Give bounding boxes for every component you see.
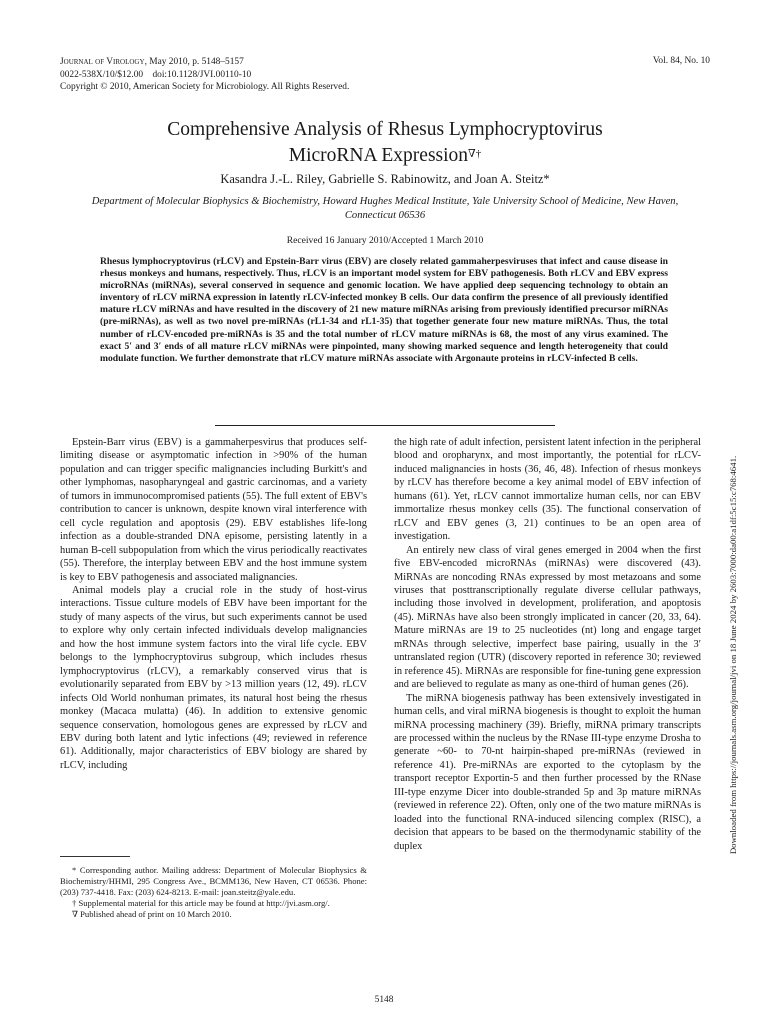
paragraph: Epstein-Barr virus (EBV) is a gammaherpesvirus that produces self-limiting disease or asymptomatic infection in >90% of the human population and can trigger specific malignancies including Burkitt's and other lymphomas, nasopharyngeal and gastric carcinomas, and a variety of tumors in immunocompromised patients (55). The full extent of EBV's contribution to cancer is unknown, despite known viral interference with cell cycle regulation and apoptosis (29). EBV establishes life-long infection as a double-stranded DNA episome, persisting latently in a human B-cell subpopulation from which the virus periodically reactivates (55). Therefore, the interplay between EBV and the host immune system is key to EBV pathogenesis and associated malignancies.: [60, 437, 367, 583]
title-marks: ∇†: [468, 148, 482, 160]
footnote-published-ahead: ∇ Published ahead of print on 10 March 2010.: [72, 909, 232, 919]
footnotes: [60, 865, 367, 920]
body-column-right: [394, 436, 701, 853]
footnote-corresponding-author: * Corresponding author. Mailing address: Department of Molecular Biophysics & Biochemistry/HHMI, 295 Congress Ave., BCMM136, New Haven, CT 06536. Phone: (203) 737-4418. Fax: (203) 624-8213. E-mail: joan.steitz@yale.edu.: [60, 865, 367, 897]
paragraph: the high rate of adult infection, persistent latent infection in the peripheral blood and oropharynx, and most importantly, the potential for rLCV-induced malignancies in hosts (36, 46, 48). Infection of rhesus monkeys by rLCV has therefore become a key animal model of EBV infection of humans (61). Yet, rLCV cannot immortalize human cells, nor can EBV immortalize rhesus monkey cells (35). The functional conservation of rLCV and EBV genes (3, 21) continues to be an open area of investigation.: [394, 437, 701, 543]
issn-doi: 0022-538X/10/$12.00 doi:10.1128/JVI.00110-10: [60, 69, 252, 80]
title-line-1: Comprehensive Analysis of Rhesus Lymphocryptovirus: [167, 119, 603, 140]
body-column-left: [60, 436, 367, 772]
journal-name: Journal of Virology: [60, 57, 145, 67]
abstract: Rhesus lymphocryptovirus (rLCV) and Epstein-Barr virus (EBV) are closely related gammaherpesviruses that infect and cause disease in rhesus monkeys and humans, respectively. Thus, rLCV is an important model system for EBV pathogenesis. Both rLCV and EBV express microRNAs (miRNAs), several conserved in sequence and genomic location. We have applied deep sequencing technology to obtain an inventory of rLCV miRNA expression in latently rLCV-infected monkey B cells. Our data confirm the presence of all previously identified mature rLCV miRNAs and have resulted in the discovery of 21 new mature miRNAs arising from previously identified precursor miRNAs (pre-miRNAs), as well as two novel pre-miRNAs (rL1-34 and rL1-35) that together generate four new mature miRNAs. Thus, the total number of rLCV-encoded pre-miRNAs is 35 and the total number of rLCV mature miRNAs is 68, the most of any virus examined. The exact 5′ and 3′ ends of all mature rLCV miRNAs were pinpointed, many showing marked sequence and length heterogeneity that could modulate function. We further demonstrate that rLCV mature miRNAs associate with Argonaute proteins in rLCV-infected B cells.: [100, 256, 668, 364]
page-number: 5148: [374, 995, 394, 1005]
paragraph: Animal models play a crucial role in the study of host-virus interactions. Tissue culture models of EBV have been important for the study of many aspects of the virus, but such experiments cannot be used to explore why only certain infected individuals develop malignancies and how the host immune system factors into the viral life cycle. EBV belongs to the lymphocryptovirus subgroup, which includes rhesus lymphocryptovirus (rLCV), a remarkably conserved virus that is evolutionarily separated from EBV by >13 million years (12, 49). rLCV infects Old World nonhuman primates, its natural host being the rhesus monkey (Macaca mulatta) (46). In addition to extensive genomic sequence conservation, homologous genes are expressed by rLCV and EBV during both latent and lytic infections (49; reviewed in reference 61). Additionally, major characteristics of EBV biology are shared by rLCV, including: [60, 584, 367, 771]
received-dates: Received 16 January 2010/Accepted 1 March 2010: [286, 235, 484, 246]
journal-header: [60, 56, 349, 94]
author-list: Kasandra J.-L. Riley, Gabrielle S. Rabinowitz, and Joan A. Steitz*: [220, 172, 550, 186]
affiliation: Department of Molecular Biophysics & Biochemistry, Howard Hughes Medical Institute, Yale University School of Medicine, New Haven, Connecticut 06536: [91, 196, 679, 221]
footnote-supplemental: † Supplemental material for this article may be found at http://jvi.asm.org/.: [72, 898, 330, 908]
download-watermark: Downloaded from https://journals.asm.org/journal/jvi on 18 June 2024 by 2603:7000:da00:a1df:5c15:c768:4641.: [728, 455, 738, 855]
title-line-2: MicroRNA Expression: [288, 145, 469, 166]
footnote-divider: [60, 856, 130, 857]
copyright: Copyright © 2010, American Society for Microbiology. All Rights Reserved.: [60, 82, 350, 92]
paragraph: An entirely new class of viral genes emerged in 2004 when the first five EBV-encoded microRNAs (miRNAs) were discovered (43). MiRNAs are noncoding RNAs expressed by most metazoans and some viruses that posttranscriptionally regulate diverse cellular pathways, including those involved in development, proliferation, and apoptosis (45). MiRNAs have also been strongly implicated in cancer (20, 33, 64). Mature miRNAs are 19 to 25 nucleotides (nt) long and engage target mRNAs through selective, imperfect base pairing, usually in the 3′ untranslated region (UTR) (discovery reported in reference 30; reviewed in reference 45). MiRNAs are responsible for fine-tuning gene expression and are believed to regulate as many as one-third of human genes (26).: [394, 544, 702, 691]
volume-info: Vol. 84, No. 10: [652, 56, 710, 66]
paragraph: The miRNA biogenesis pathway has been extensively investigated in human cells, and viral miRNA biogenesis is thought to exploit the human miRNA processing machinery (39). Briefly, miRNA primary transcripts are processed within the nucleus by the RNase III-type enzyme Drosha to generate ~60- to 70-nt hairpin-shaped pre-miRNAs (reviewed in reference 41). Pre-miRNAs are exported to the cytoplasm by the transport receptor Exportin-5 and then further processed by the RNase III-type enzyme Dicer into double-stranded 5p and 3p mature miRNAs (reviewed in reference 22). Often, only one of the two mature miRNAs is loaded into the functional RNA-induced silencing complex (RISC), a decision that appears to be based on the thermodynamic stability of the duplex: [394, 692, 701, 852]
abstract-divider: [215, 425, 555, 426]
article-title: [60, 117, 710, 169]
issue-info: , May 2010, p. 5148–5157: [144, 57, 244, 67]
